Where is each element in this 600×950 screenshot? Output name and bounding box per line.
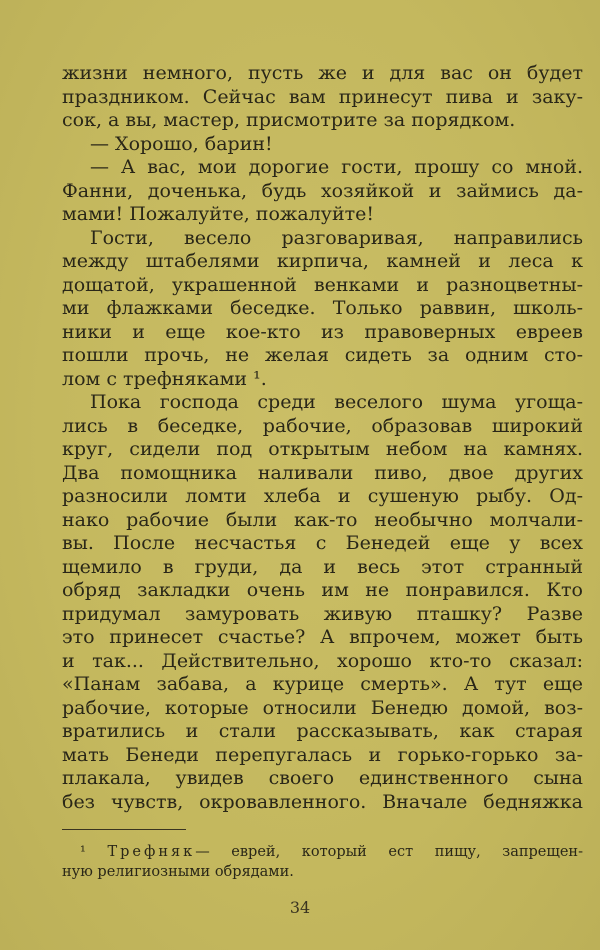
text-line: вы. После несчастья с Бенедей еще у всех <box>62 532 583 554</box>
text-line: жизни немного, пусть же и для вас он будет <box>62 62 583 84</box>
text-line: «Панам забава, а курице смерть». А тут еще <box>62 673 583 695</box>
text-line: праздником. Сейчас вам принесут пива и заку- <box>62 85 583 108</box>
text-line: дощатой, украшенной венками и разноцветны- <box>62 273 583 296</box>
text-line: плакала, увидев своего единственного сына <box>62 767 583 789</box>
text-line: — Хорошо, барин! <box>90 132 273 155</box>
text-line: рабочие, которые относили Бенедю домой, воз- <box>62 696 583 719</box>
text-line: разносили ломти хлеба и сушеную рыбу. Од- <box>62 485 583 507</box>
text-line: без чувств, окровавленного. Вначале бедняжка <box>62 790 583 813</box>
text-line: ники и еще кое-кто из правоверных евреев <box>62 320 583 343</box>
footnote-divider <box>62 829 186 830</box>
text-line: придумал замуровать живую пташку? Разве <box>62 602 583 625</box>
footnote-term: Трефняк <box>107 844 196 860</box>
page-number: 34 <box>289 898 311 917</box>
footnote-line <box>62 842 583 862</box>
text-line: сок, а вы, мастер, присмотрите за порядком. <box>62 109 516 131</box>
text-line: между штабелями кирпича, камней и леса к <box>62 250 583 272</box>
text-line: лом с трефняками ¹. <box>62 367 267 390</box>
text-line: обряд закладки очень им не понравился. Кто <box>62 579 583 601</box>
text-line: Гости, весело разговаривая, направились <box>90 226 583 249</box>
footnote-line: ную религиозными обрядами. <box>62 864 294 880</box>
footnote-definition: — еврей, который ест пищу, запрещен- <box>195 844 583 860</box>
text-line: и так... Действительно, хорошо кто-то сказал: <box>62 649 583 672</box>
body-text <box>62 62 583 814</box>
text-line: — А вас, мои дорогие гости, прошу со мной. <box>90 156 583 178</box>
text-line: мами! Пожалуйте, пожалуйте! <box>62 203 374 225</box>
text-line: вратились и стали рассказывать, как старая <box>62 720 583 742</box>
text-line: щемило в груди, да и весь этот странный <box>62 555 583 578</box>
text-line: круг, сидели под открытым небом на камнях. <box>62 438 583 460</box>
text-line: это принесет счастье? А впрочем, может быть <box>62 626 583 648</box>
text-line: нако рабочие были как-то необычно молчали- <box>62 508 583 531</box>
text-line: Фанни, доченька, будь хозяйкой и займись да- <box>62 179 583 202</box>
text-line: ми флажками беседке. Только раввин, школь- <box>62 297 583 319</box>
text-line: Два помощника наливали пиво, двое других <box>62 461 583 484</box>
text-line: Пока господа среди веселого шума угоща- <box>90 391 583 413</box>
footnote <box>62 842 583 882</box>
footnote-marker: ¹ <box>80 844 86 860</box>
text-line: мать Бенеди перепугалась и горько-горько за- <box>62 743 583 766</box>
text-line: лись в беседке, рабочие, образовав широкий <box>62 414 583 437</box>
text-line: пошли прочь, не желая сидеть за одним сто- <box>62 344 583 366</box>
